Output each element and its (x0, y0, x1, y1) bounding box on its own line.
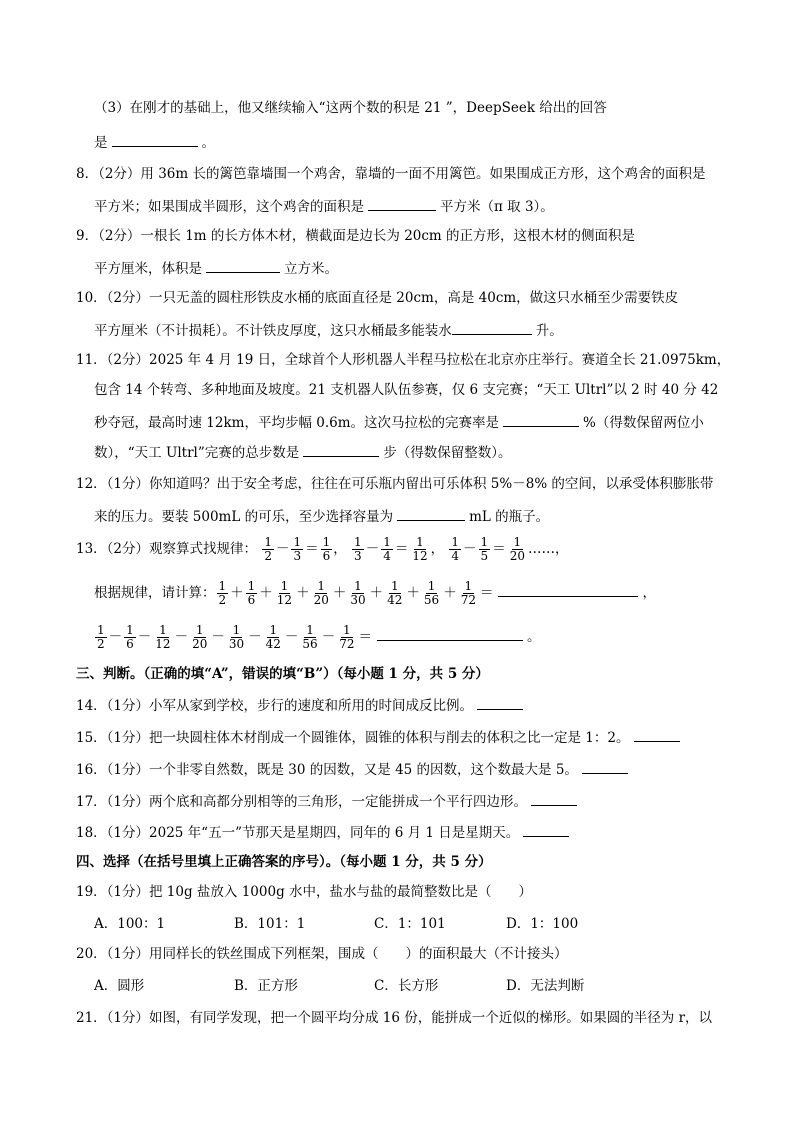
fraction: $\frac{1}{2}$ (264, 535, 272, 563)
q18 (76, 822, 573, 843)
answer-blank[interactable] (477, 695, 523, 710)
answer-blank[interactable] (503, 412, 579, 427)
q19-options (94, 914, 578, 934)
q18-text: 18．（1分）2025 年“五一”节那天是星期四，同年的 6 月 1 日是星期天。 (76, 825, 520, 841)
q11-text-b: %（得数保留两位小 (583, 415, 704, 431)
q9-text-a: 平方厘米，体积是 (94, 261, 202, 277)
fraction: $\frac{1}{4}$ (383, 535, 391, 563)
answer-blank[interactable] (531, 791, 577, 806)
fraction: $\frac{1}{2}$ (218, 579, 227, 607)
option-b[interactable]: B．正方形 (234, 978, 298, 994)
fraction: $\frac{1}{3}$ (354, 535, 362, 563)
q7-text: 是 (94, 135, 108, 151)
q11-line4 (94, 442, 512, 463)
option-d[interactable]: D．1：100 (506, 916, 579, 932)
q13-comma: ， (642, 585, 656, 601)
q8-line2 (94, 196, 554, 217)
q10-line2 (94, 320, 563, 341)
fraction: $\frac{1}{12}$ (276, 579, 293, 607)
q8-line1: 8．（2分）用 36m 长的篱笆靠墙围一个鸡舍，靠墙的一面不用篱笆。如果围成正方形，这个鸡舍的面积是 (76, 166, 706, 182)
fraction: $\frac{1}{3}$ (293, 535, 302, 563)
q11-text-d: 步（得数保留整数）。 (383, 445, 512, 461)
answer-blank[interactable] (523, 822, 569, 837)
q15 (76, 727, 684, 748)
fraction: $\frac{1}{72}$ (460, 579, 476, 607)
answer-blank[interactable] (397, 506, 465, 521)
q15-text: 15．（1分）把一块圆柱体木材削成一个圆锥体，圆锥的体积与削去的体积之比一定是 1：2。 (76, 730, 630, 746)
q10-line1: 10．（2分）一只无盖的圆柱形铁皮水桶的底面直径是 20cm，高是 40cm，做这只水桶至少需要铁皮 (76, 290, 679, 306)
q11-line2: 包含 14 个转弯、多种地面及坡度。21 支机器人队伍参赛，仅 6 支完赛；“天工 Ultrl”以 2 时 40 分 42 (94, 382, 719, 398)
fraction: $\frac{1}{20}$ (192, 623, 208, 651)
answer-blank[interactable] (634, 727, 680, 742)
q13-line1: 13．（2分）观察算式找规律： $\frac{1}{2}$ － $\frac{1}{3}$ ＝ $\frac{1}{6}$ ， $\frac{1}{3}$ － $\frac{1}{4}$ ＝ $\frac{1}{12}$ ， $\frac{1}{4}$ － $\frac{1}{5}$ ＝ $\frac{1}{20}$ ……， (76, 535, 569, 563)
q13-intro: 13．（2分）观察算式找规律： (76, 541, 258, 557)
fraction: $\frac{1}{6}$ (126, 623, 134, 651)
q7-line2: 是 。 (94, 132, 215, 153)
answer-blank[interactable] (303, 442, 379, 457)
fraction: $\frac{1}{42}$ (265, 623, 281, 651)
fraction: $\frac{1}{5}$ (480, 535, 489, 563)
q16-text: 16．（1分）一个非零自然数，既是 30 的因数，又是 45 的因数，这个数最大是 5。 (76, 762, 578, 778)
q13-line2-text: 根据规律，请计算： (94, 585, 216, 601)
fraction: $\frac{1}{4}$ (451, 535, 460, 563)
q13-line3: $\frac{1}{2}$ － $\frac{1}{6}$ － $\frac{1}{12}$ － $\frac{1}{20}$ － $\frac{1}{30}$ － $\frac{1}{42}$ － $\frac{1}{56}$ － $\frac{1}{72}$ ＝ 。 (94, 622, 540, 652)
q19-stem: 19．（1分）把 10g 盐放入 1000g 水中，盐水与盐的最简整数比是（ ） (76, 884, 532, 900)
fraction: $\frac{1}{30}$ (228, 623, 245, 651)
q13-line2: 根据规律，请计算： $\frac{1}{2}$ ＋ $\frac{1}{6}$ ＋ $\frac{1}{12}$ ＋ $\frac{1}{20}$ ＋ $\frac{1}{30}$ ＋ $\frac{1}{42}$ ＋ $\frac{1}{56}$ ＋ $\frac{1}{72}$ ＝ ， (94, 579, 656, 607)
answer-blank[interactable] (206, 258, 280, 273)
fraction: $\frac{1}{2}$ (97, 623, 105, 651)
q13-tail: ……， (527, 541, 569, 557)
answer-blank[interactable] (498, 582, 638, 597)
q16 (76, 759, 632, 780)
fraction: $\frac{1}{12}$ (155, 623, 171, 651)
section-4-heading: 四、选择（在括号里填上正确答案的序号）。（每小题 1 分，共 5 分） (76, 854, 492, 870)
fraction-difference: $\frac{1}{2}$ － $\frac{1}{6}$ － $\frac{1}{12}$ － $\frac{1}{20}$ － $\frac{1}{30}$ － $\frac{1}{42}$ － $\frac{1}{56}$ － $\frac{1}{72}$ (97, 623, 355, 651)
q20-stem: 20．（1分）用同样长的铁丝围成下列框架，围成（ ）的面积最大（不计接头） (76, 946, 568, 962)
q10-text-b: 升。 (535, 323, 563, 339)
q11-line1: 11．（2分）2025 年 4 月 19 日，全球首个人形机器人半程马拉松在北京亦庄举行。赛道全长 21.0975km， (76, 352, 731, 368)
fraction: $\frac{1}{30}$ (350, 579, 366, 607)
fraction: $\frac{1}{6}$ (322, 535, 331, 563)
q14 (76, 695, 527, 716)
fraction: $\frac{1}{12}$ (412, 535, 428, 563)
q12-text-b: mL 的瓶子。 (469, 509, 550, 525)
q9-line1: 9．（2分）一根长 1m 的长方体木材，横截面是边长为 20cm 的正方形，这根木材的侧面积是 (76, 228, 636, 244)
answer-blank[interactable] (582, 759, 628, 774)
answer-blank[interactable] (452, 320, 532, 335)
q8-text-b: 平方米（π 取 3）。 (440, 199, 554, 215)
q17 (76, 791, 581, 812)
option-a[interactable]: A．100：1 (94, 916, 166, 932)
q14-text: 14．（1分）小军从家到学校，步行的速度和所用的时间成反比例。 (76, 698, 474, 714)
fraction: $\frac{1}{72}$ (339, 623, 355, 651)
fraction: $\frac{1}{42}$ (387, 579, 403, 607)
option-c[interactable]: C．长方形 (374, 978, 439, 994)
option-a[interactable]: A．圆形 (94, 978, 145, 994)
q11-line3 (94, 412, 704, 433)
q12-text-a: 来的压力。要装 500mL 的可乐，至少选择容量为 (94, 509, 394, 525)
section-3-heading: 三、判断。（正确的填“A”，错误的填“B”）（每小题 1 分，共 5 分） (76, 666, 489, 682)
q8-text-a: 平方米；如果围成半圆形，这个鸡舍的面积是 (94, 199, 364, 215)
fraction: $\frac{1}{20}$ (313, 579, 329, 607)
q13-period: 。 (526, 629, 541, 645)
fraction: $\frac{1}{20}$ (509, 535, 525, 563)
q17-text: 17．（1分）两个底和高都分别相等的三角形，一定能拼成一个平行四边形。 (76, 794, 528, 810)
q9-text-b: 立方米。 (284, 261, 338, 277)
q10-text-a: 平方厘米（不计损耗）。不计铁皮厚度，这只水桶最多能装水 (94, 323, 452, 339)
fraction: $\frac{1}{56}$ (302, 623, 318, 651)
option-b[interactable]: B．101：1 (234, 916, 306, 932)
q20-options (94, 976, 584, 996)
q7-line1: （3）在刚才的基础上，他又继续输入“这两个数的积是 21 ”，DeepSeek 给出的回答 (94, 100, 607, 116)
option-c[interactable]: C．1：101 (374, 916, 446, 932)
q11-text-c: 数），“天工 Ultrl”完赛的总步数是 (94, 445, 300, 461)
q9-line2 (94, 258, 338, 279)
fraction: $\frac{1}{6}$ (247, 579, 256, 607)
fraction: $\frac{1}{56}$ (423, 579, 440, 607)
q12-line1: 12．（1分）你知道吗？出于安全考虑，往往在可乐瓶内留出可乐体积 5%－8% 的空间，以承受体积膨胀带 (76, 476, 714, 492)
fraction-sum: $\frac{1}{2}$ ＋ $\frac{1}{6}$ ＋ $\frac{1}{12}$ ＋ $\frac{1}{20}$ ＋ $\frac{1}{30}$ ＋ $\frac{1}{42}$ ＋ $\frac{1}{56}$ ＋ $\frac{1}{72}$ (218, 579, 476, 607)
option-d[interactable]: D．无法判断 (506, 978, 585, 994)
q12-line2 (94, 506, 549, 527)
answer-blank[interactable] (377, 626, 523, 641)
answer-blank[interactable] (368, 196, 436, 211)
q21-stem: 21．（1分）如图，有同学发现，把一个圆平均分成 16 份，能拼成一个近似的梯形。如果圆的半径为 r，以 (76, 1010, 713, 1026)
q11-text-a: 秒夺冠，最高时速 12km，平均步幅 0.6m。这次马拉松的完赛率是 (94, 415, 500, 431)
answer-blank[interactable] (112, 132, 198, 147)
